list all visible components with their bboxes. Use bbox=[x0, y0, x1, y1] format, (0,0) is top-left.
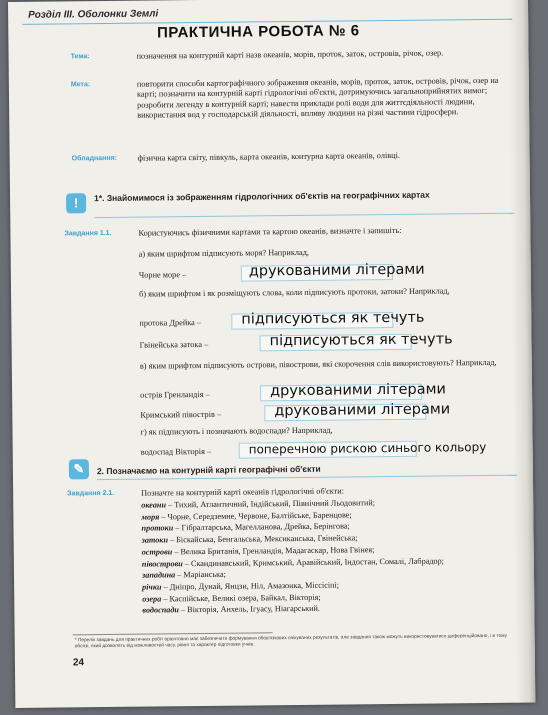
answer-label-victoria: водоспад Вікторія – bbox=[140, 446, 212, 457]
answer-guinea: підписуються як течуть bbox=[269, 331, 453, 350]
page-number: 24 bbox=[72, 657, 85, 669]
objects-list bbox=[141, 496, 522, 617]
answer-label-crimea: Кримський півострів – bbox=[140, 409, 222, 420]
pencil-icon: ✎ bbox=[69, 459, 89, 479]
topic-text: позначення на контурній карті назв океанів, морів, проток, заток, островів, річок, озер. bbox=[136, 48, 444, 61]
section2-title: 2. Позначаємо на контурній карті географічні об'єкти bbox=[96, 463, 321, 477]
list-item: острови – Велика Британія, Гренландія, Мадагаскар, Нова Гвінея; bbox=[141, 545, 375, 557]
question-a: а) яким шрифтом підписують моря? Наприклад, bbox=[138, 247, 310, 259]
topic-label: Тема: bbox=[70, 53, 90, 61]
task21-intro: Позначте на контурній карті океанів гідрологічні об'єкти: bbox=[141, 486, 345, 498]
list-item: річки – Дніпро, Дунай, Янцзи, Ніл, Амазонка, Міссісіпі; bbox=[142, 580, 340, 592]
section2-rule bbox=[97, 475, 517, 480]
answer-label-drake: протока Дрейка – bbox=[139, 317, 202, 328]
list-item: протоки – Гібралтарська, Магелланова, Дрейка, Берінгова; bbox=[141, 521, 350, 534]
task11-label: Завдання 1.1. bbox=[64, 229, 112, 238]
goal-text: повторити способи картографічного зображення океанів, морів, проток, заток, островів, річок, озер на карті; позначити на контурній карті гідрологічні об'єкти, дотримуючись загальноприйнятих вимог; розробити легенду в контурній карті; навести приклади ролі води для життєдіяльності людини, використання вод у господарській діяльності, впливу людини на різні частини гідросфери. bbox=[136, 75, 499, 120]
equipment-text: фізична карта світу, півкуль, карта океанів, контурна карта океанів, олівці. bbox=[137, 150, 401, 163]
goal-label: Мета: bbox=[70, 81, 91, 89]
list-item: водоспади – Вікторія, Анхель, Ігуасу, Ніагарський. bbox=[142, 604, 320, 615]
answer-crimea: друкованими літерами bbox=[274, 401, 451, 420]
list-item: западина – Маріанська; bbox=[141, 569, 226, 580]
list-item: озера – Каспійське, Великі озера, Байкал, Вікторія; bbox=[142, 592, 321, 604]
question-b: б) яким шрифтом і як розміщують слова, коли підписують протоки, затоки? Наприклад, bbox=[139, 286, 450, 299]
list-item: півострови – Скандинавський, Кримський, Аравійський, Індостан, Сомалі, Лабрадор; bbox=[141, 555, 444, 569]
list-item: океани – Тихий, Атлантичний, Індійський, Північний Льодовитий; bbox=[141, 498, 376, 510]
exclamation-icon: ! bbox=[66, 193, 86, 213]
list-item: моря – Чорне, Середземне, Червоне, Балтійське, Баренцове; bbox=[141, 510, 352, 522]
task11-intro: Користуючись фізичними картами та картою океанів, визначте і запишіть: bbox=[138, 225, 402, 238]
answer-victoria: поперечною рискою синього кольору bbox=[248, 440, 487, 457]
answer-label-black-sea: Чорне море – bbox=[138, 270, 187, 280]
answer-label-guinea: Гвінейська затока – bbox=[139, 339, 209, 350]
task21-label: Завдання 2.1. bbox=[67, 489, 115, 498]
answer-label-greenland: острів Гренландія – bbox=[140, 389, 210, 400]
running-head: Розділ ІІІ. Оболонки Землі bbox=[28, 8, 159, 21]
workbook-page bbox=[8, 0, 535, 708]
answer-drake: підписуються як течуть bbox=[241, 309, 425, 328]
question-c: в) яким шрифтом підписують острови, півострови, які скорочення слів використовують? Наприклад, bbox=[139, 357, 497, 371]
equipment-label: Обладнання: bbox=[71, 154, 118, 163]
footnote: * Перелік завдань для практичних робіт орієнтовно має забезпечити формування обов'язкових очікуваних результатів, але завдання також можуть використовуватися диференційовано, і в тому обсязі, який дозволять від можливостей часу, рівня та характер підготовки учнів. bbox=[74, 633, 507, 650]
page-title: ПРАКТИЧНА РОБОТА № 6 bbox=[156, 22, 360, 42]
section1-title: 1*. Знайомимося із зображенням гідрологічних об'єктів на географічних картах bbox=[94, 189, 430, 204]
question-d: г) як підписують і позначають водоспади? Наприклад, bbox=[140, 425, 333, 437]
answer-greenland: друкованими літерами bbox=[270, 381, 447, 400]
section1-rule bbox=[94, 213, 514, 218]
answer-black-sea: друкованими літерами bbox=[248, 261, 425, 280]
footnote-rule bbox=[73, 632, 273, 635]
list-item: затоки – Біскайська, Бенгальська, Мексиканська, Гвінейська; bbox=[141, 533, 358, 545]
